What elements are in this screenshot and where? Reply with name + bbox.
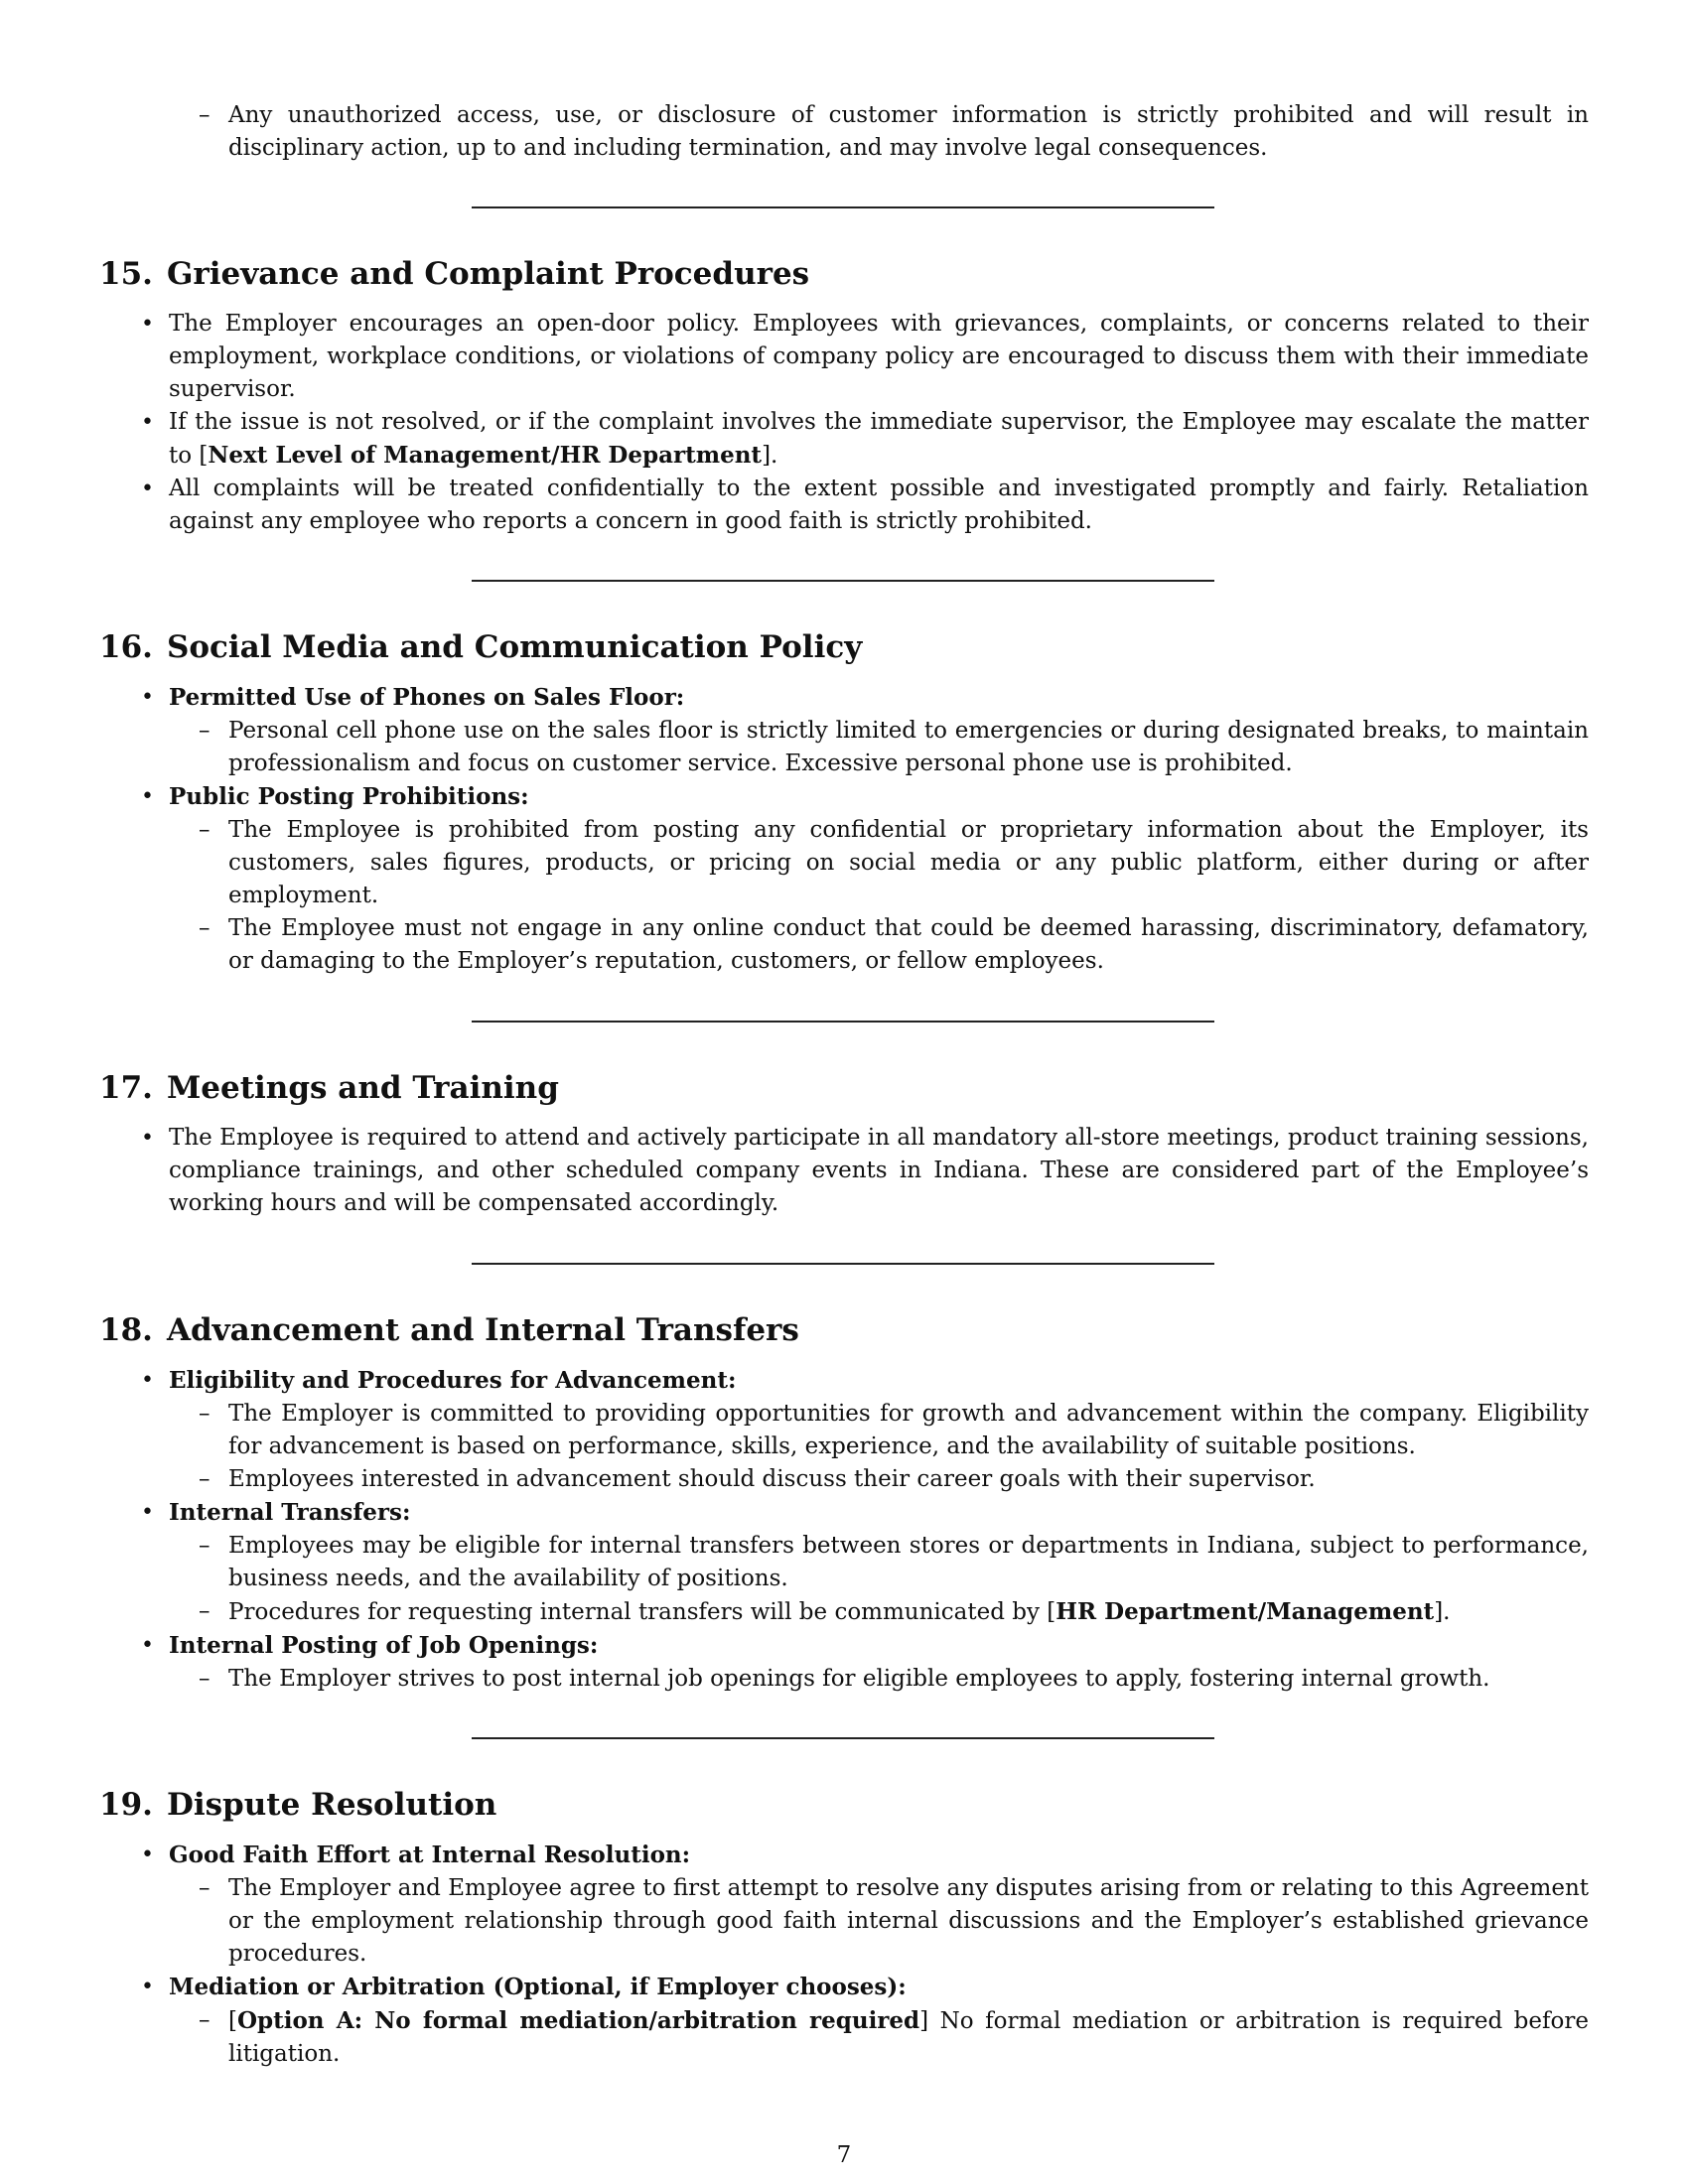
- bullet-marker: •: [141, 410, 154, 435]
- bullet-marker: •: [141, 1975, 154, 1999]
- dash-marker: –: [199, 1875, 211, 1901]
- bullet-marker: •: [141, 1126, 154, 1151]
- section-18: [99, 1310, 1589, 1696]
- list-item: • If the issue is not resolved, or if the complaint involves the immediate supervisor, the Employee may escalate the matter to [Next Level of Management/HR Department].: [99, 406, 1589, 473]
- bullet-marker: •: [141, 312, 154, 337]
- section-heading: 16. Social Media and Communication Policy: [99, 629, 863, 665]
- dash-marker: –: [199, 1533, 211, 1559]
- section-16: [99, 627, 1589, 978]
- list-item: • Public Posting Prohibitions:: [99, 780, 1589, 814]
- section-15: [99, 254, 1589, 538]
- section-divider: [472, 1737, 1214, 1739]
- bullet-marker: •: [141, 685, 154, 710]
- sub-list-item: – [Option A: No formal mediation/arbitration required] No formal mediation or arbitration is required before litigation.: [99, 2004, 1589, 2071]
- section-17: [99, 1068, 1589, 1220]
- bullet-marker: •: [141, 477, 154, 501]
- sub-list-item: – Employees may be eligible for internal transfers between stores or departments in Indiana, subject to performance, business needs, and the availability of positions.: [99, 1530, 1589, 1595]
- sub-list-item: – The Employer is committed to providing opportunities for growth and advancement within the company. Eligibility for advancement is based on performance, skills, experience, and the availability of suitable positions.: [99, 1398, 1589, 1463]
- sub-list-item: – The Employee must not engage in any online conduct that could be deemed harassing, discriminatory, defamatory, or damaging to the Employer’s reputation, customers, or fellow employees.: [99, 912, 1589, 978]
- section-divider: [472, 1021, 1214, 1023]
- list-item: • The Employer encourages an open-door policy. Employees with grievances, complaints, or concerns related to their employment, workplace conditions, or violations of company policy are encouraged to discuss them with their immediate supervisor.: [99, 308, 1589, 406]
- list-item: • Internal Transfers:: [99, 1496, 1589, 1530]
- dash-marker: –: [199, 718, 211, 744]
- list-item: • Mediation or Arbitration (Optional, if Employer chooses):: [99, 1971, 1589, 2004]
- section-heading: 19. Dispute Resolution: [99, 1787, 497, 1823]
- dash-marker: –: [199, 1401, 211, 1427]
- list-item: • Permitted Use of Phones on Sales Floor:: [99, 681, 1589, 715]
- list-item: • The Employee is required to attend and actively participate in all mandatory all-store meetings, product training sessions, compliance trainings, and other scheduled company events in Indiana. These are considered part of the Employee’s working hours and will be compensated accordingly.: [99, 1122, 1589, 1220]
- sub-list-item: – The Employee is prohibited from posting any confidential or proprietary information about the Employer, its customers, sales figures, products, or pricing on social media or any public platform, either during or after employment.: [99, 814, 1589, 912]
- dash-marker: –: [199, 1666, 211, 1692]
- list-item: • All complaints will be treated confidentially to the extent possible and investigated promptly and fairly. Retaliation against any employee who reports a concern in good faith is strictly prohibited.: [99, 473, 1589, 538]
- section-divider: [472, 580, 1214, 582]
- dash-marker: –: [199, 817, 211, 843]
- sub-list-item: – Personal cell phone use on the sales floor is strictly limited to emergencies or during designated breaks, to maintain professionalism and focus on customer service. Excessive personal phone use is prohibited.: [99, 715, 1589, 780]
- bullet-marker: •: [141, 784, 154, 809]
- section-divider: [472, 206, 1214, 208]
- bullet-marker: •: [141, 1368, 154, 1393]
- sub-list-item: – Employees interested in advancement should discuss their career goals with their supervisor.: [99, 1463, 1589, 1496]
- sub-list-item: – The Employer strives to post internal job openings for eligible employees to apply, fostering internal growth.: [99, 1663, 1589, 1696]
- intro-continuation: [99, 99, 1589, 165]
- bullet-marker: •: [141, 1843, 154, 1867]
- section-divider: [472, 1263, 1214, 1265]
- page-number: 7: [836, 2142, 852, 2168]
- bullet-marker: •: [141, 1633, 154, 1658]
- sub-list-item: – Any unauthorized access, use, or disclosure of customer information is strictly prohibited and will result in disciplinary action, up to and including termination, and may involve legal consequences.: [99, 99, 1589, 165]
- sub-list-item: – The Employer and Employee agree to first attempt to resolve any disputes arising from or relating to this Agreement or the employment relationship through good faith internal discussions and the Employer’s established grievance procedures.: [99, 1872, 1589, 1971]
- sub-list-item: – Procedures for requesting internal transfers will be communicated by [HR Department/Management].: [99, 1595, 1589, 1629]
- dash-marker: –: [199, 1466, 211, 1492]
- section-heading: 17. Meetings and Training: [99, 1070, 559, 1106]
- list-item: • Eligibility and Procedures for Advancement:: [99, 1364, 1589, 1398]
- bullet-marker: •: [141, 1500, 154, 1525]
- section-heading: 15. Grievance and Complaint Procedures: [99, 256, 810, 292]
- section-19: [99, 1785, 1589, 2071]
- section-heading: 18. Advancement and Internal Transfers: [99, 1312, 799, 1348]
- list-item: • Good Faith Effort at Internal Resolution:: [99, 1839, 1589, 1872]
- dash-marker: –: [199, 915, 211, 941]
- dash-marker: –: [199, 102, 211, 128]
- list-item: • Internal Posting of Job Openings:: [99, 1629, 1589, 1663]
- dash-marker: –: [199, 1598, 211, 1624]
- dash-marker: –: [199, 2007, 211, 2033]
